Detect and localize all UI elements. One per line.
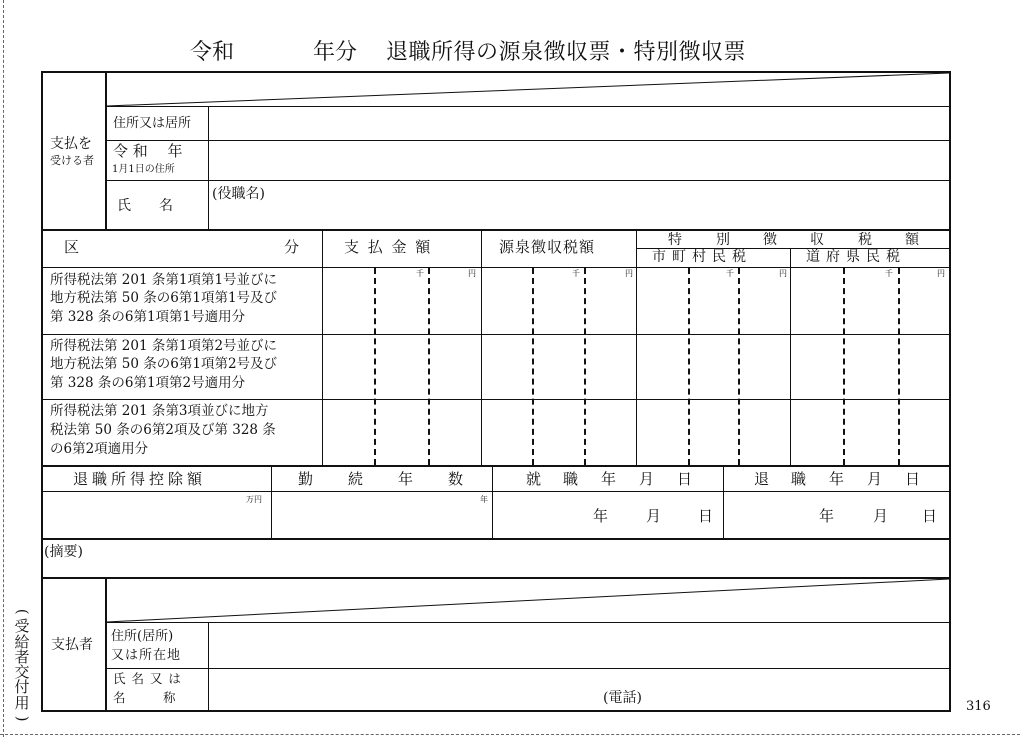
form-title: 退職所得の源泉徴収票・特別徴収票 [386, 40, 747, 65]
service-years-field[interactable] [273, 493, 491, 537]
row3-municipal-tax[interactable] [638, 401, 789, 464]
row3-payment-amount[interactable] [324, 401, 480, 464]
deduction-unit: 万円 [246, 495, 262, 504]
payer-name-field[interactable] [210, 670, 948, 709]
address-field[interactable] [210, 108, 948, 139]
payer-address-label-line1: 住所(居所) [111, 629, 174, 644]
jan1-address-label-line1: 令 和 年 [113, 142, 183, 160]
header-kubun: 区 [64, 238, 80, 256]
position-label: (役職名) [212, 186, 265, 202]
remarks-field[interactable] [100, 541, 948, 576]
payer-label: 支払者 [51, 637, 93, 653]
header-retirement-deduction: 退職所得控除額 [73, 470, 207, 488]
address-label: 住所又は居所 [113, 116, 192, 131]
row1-prefectural-tax[interactable] [792, 269, 948, 333]
header-bun: 分 [284, 238, 300, 256]
payer-address-label-line2: 又は所在地 [111, 648, 182, 663]
name-label: 氏 名 [117, 198, 173, 214]
retirement-date-field[interactable]: 年 月 日 [819, 507, 938, 525]
row2-payment-amount[interactable] [324, 336, 480, 398]
row1-withholding-tax[interactable] [483, 269, 635, 333]
phone-label: (電話) [603, 690, 642, 706]
header-payment-amount: 支 払 金 額 [344, 238, 433, 256]
header-municipal-tax: 市町村民税 [652, 249, 752, 265]
row2-withholding-tax[interactable] [483, 336, 635, 398]
retirement-deduction-field[interactable] [43, 493, 270, 537]
row2-municipal-tax[interactable] [638, 336, 789, 398]
name-field[interactable] [210, 182, 948, 228]
employment-date-field[interactable]: 年 月 日 [593, 507, 714, 525]
row1-payment-amount[interactable] [324, 269, 480, 333]
row3-prefectural-tax[interactable] [792, 401, 948, 464]
remarks-label: (摘要) [44, 544, 83, 560]
side-label-recipient-copy: ( 受 給 者 交 付 用 ) [13, 608, 32, 722]
payer-name-label-line1: 氏 名 又 は [113, 671, 182, 686]
row2-prefectural-tax[interactable] [792, 336, 948, 398]
row1-municipal-tax[interactable] [638, 269, 789, 333]
header-prefectural-tax: 道府県民税 [806, 249, 906, 265]
page-number: 316 [966, 699, 991, 714]
header-withholding-tax: 源泉徴収税額 [499, 238, 596, 256]
payer-address-field[interactable] [210, 624, 948, 667]
recipient-label-line1: 支払を [50, 136, 92, 152]
payer-name-label-line2: 名 称 [113, 690, 176, 705]
jan1-address-field[interactable] [210, 142, 948, 179]
jan1-address-label-line2: 1月1日の住所 [112, 164, 175, 175]
service-years-unit: 年 [480, 495, 488, 504]
recipient-label-line2: 受ける者 [50, 154, 94, 167]
title-year-suffix: 年分 [313, 40, 358, 65]
row3-withholding-tax[interactable] [483, 401, 635, 464]
title-era: 令和 [190, 40, 235, 65]
